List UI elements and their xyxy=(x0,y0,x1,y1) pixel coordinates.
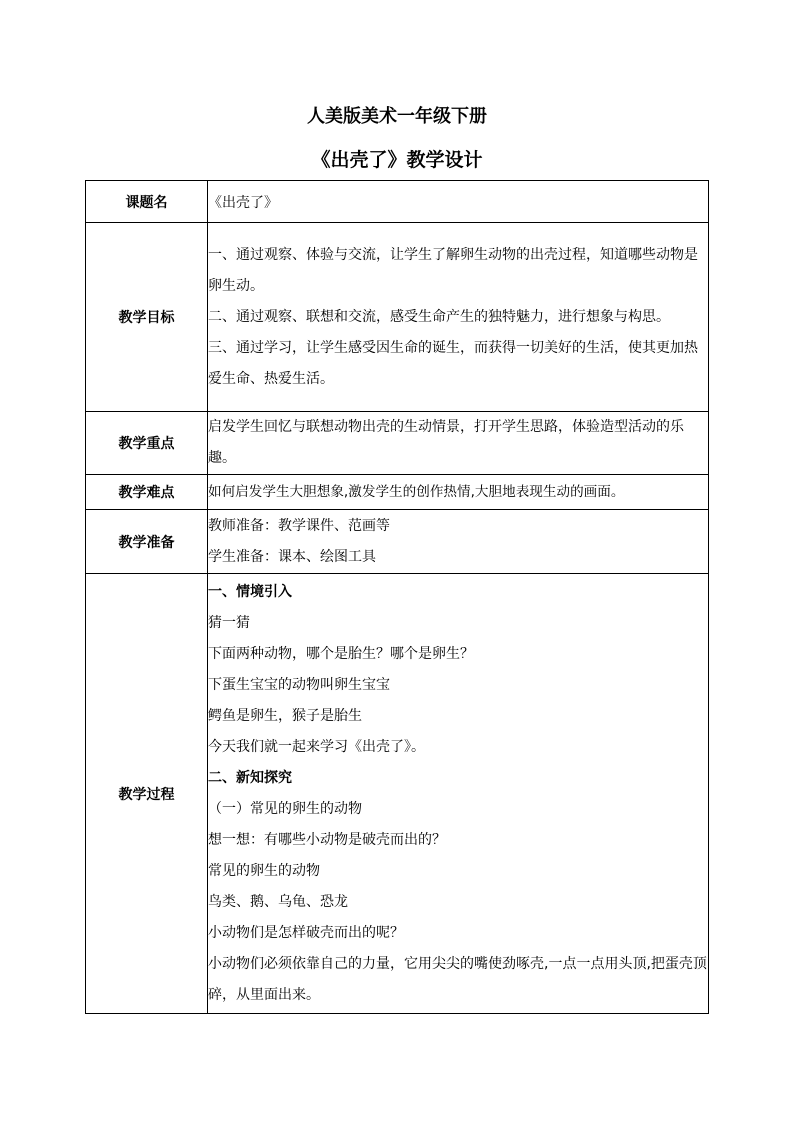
table-row-preparation xyxy=(86,510,709,574)
document-subtitle: 《出壳了》教学设计 xyxy=(311,149,483,171)
process-line: 下蛋生宝宝的动物叫卵生宝宝 xyxy=(208,676,390,693)
difficulties-text xyxy=(208,475,709,510)
section-heading: 二、新知探究 xyxy=(208,769,292,786)
goals-cell xyxy=(208,223,709,412)
topic-label: 课题名 xyxy=(86,181,208,223)
table-row-topic xyxy=(86,181,709,223)
teacher-preparation: 教师准备：教学课件、范画等 xyxy=(208,517,390,534)
difficulties-paragraph: 如何启发学生大胆想象,激发学生的创作热情,大胆地表现生动的画面。 xyxy=(208,483,625,500)
preparation-label: 教学准备 xyxy=(86,510,208,574)
topic-value: 《出壳了》 xyxy=(208,181,709,223)
process-label: 教学过程 xyxy=(86,574,208,1014)
process-line: 想一想：有哪些小动物是破壳而出的？ xyxy=(208,831,446,848)
key-points-text xyxy=(208,412,709,475)
process-line: 小动物们必须依靠自己的力量，它用尖尖的嘴使劲啄壳,一点一点用头顶,把蛋壳顶碎，从里面出来。 xyxy=(208,955,707,1003)
goal-item: 一、通过观察、体验与交流，让学生了解卵生动物的出壳过程，知道哪些动物是卵生动。 xyxy=(208,246,698,294)
lesson-plan-table xyxy=(85,180,709,1014)
table-row-key-points xyxy=(86,412,709,475)
table-row-difficulties xyxy=(86,475,709,510)
section-heading: 一、情境引入 xyxy=(208,583,292,600)
process-line: 小动物们是怎样破壳而出的呢？ xyxy=(208,924,404,941)
process-line: 鳄鱼是卵生，猴子是胎生 xyxy=(208,707,362,724)
document-title: 人美版美术一年级下册 xyxy=(307,106,487,127)
process-line: 下面两种动物，哪个是胎生？哪个是卵生？ xyxy=(208,645,474,662)
table-row-goals xyxy=(86,223,709,412)
process-cell xyxy=(208,574,709,1014)
goals-label: 教学目标 xyxy=(86,223,208,412)
student-preparation: 学生准备：课本、绘图工具 xyxy=(208,548,376,565)
process-line: 今天我们就一起来学习《出壳了》。 xyxy=(208,738,425,755)
goal-item: 二、通过观察、联想和交流，感受生命产生的独特魅力，进行想象与构思。 xyxy=(208,308,670,325)
key-points-label: 教学重点 xyxy=(86,412,208,475)
preparation-cell xyxy=(208,510,709,574)
process-line: 常见的卵生的动物 xyxy=(208,862,320,879)
process-line: 鸟类、鹅、乌龟、恐龙 xyxy=(208,893,348,910)
goal-item: 三、通过学习，让学生感受因生命的诞生，而获得一切美好的生活，使其更加热爱生命、热爱生活。 xyxy=(208,339,698,387)
table-row-process xyxy=(86,574,709,1014)
process-line: 猜一猜 xyxy=(208,614,250,631)
key-points-paragraph: 启发学生回忆与联想动物出壳的生动情景，打开学生思路，体验造型活动的乐趣。 xyxy=(208,419,684,466)
difficulties-label: 教学难点 xyxy=(86,475,208,510)
process-line: （一）常见的卵生的动物 xyxy=(208,800,362,817)
